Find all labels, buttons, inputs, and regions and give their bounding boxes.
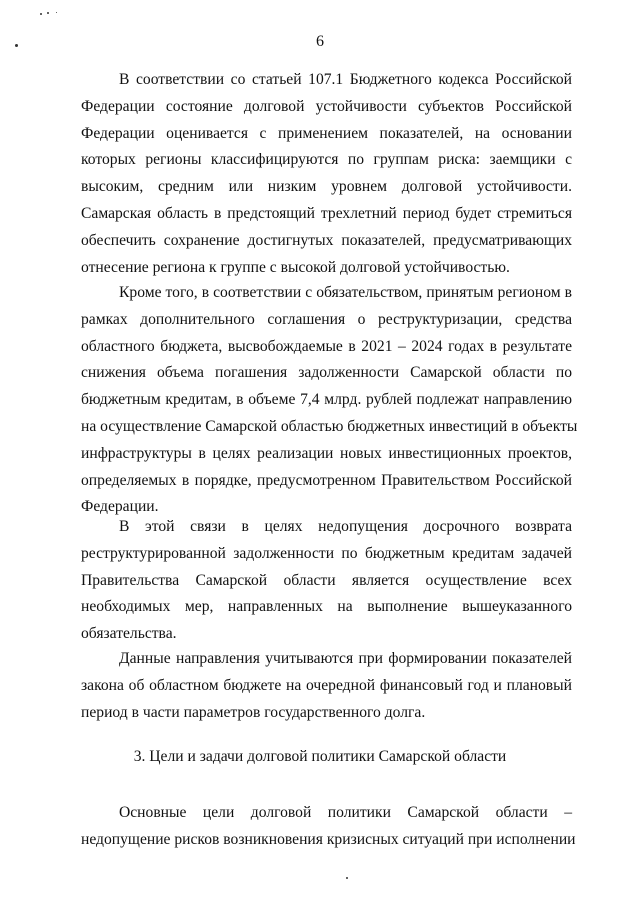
paragraph-line: снижения объема погашения задолженности Самарской области по: [81, 364, 572, 382]
paragraph-line: необходимых мер, направленных на выполнение вышеуказанного: [81, 598, 572, 616]
scan-speck: [47, 12, 49, 14]
paragraph-5: [81, 800, 576, 854]
paragraph-line: инфраструктуры в целях реализации новых инвестиционных проектов,: [81, 444, 572, 462]
paragraph-line: обеспечить сохранение достигнутых показателей, предусматривающих: [81, 231, 572, 249]
paragraph-2: [81, 280, 578, 521]
paragraph-line: Данные направления учитываются при формировании показателей: [119, 650, 572, 667]
paragraph-1: [81, 67, 572, 281]
paragraph-line: рамках дополнительного соглашения о реструктуризации, средства: [81, 310, 572, 328]
scan-speck: [56, 12, 57, 13]
paragraph-line: обязательства.: [81, 625, 177, 643]
paragraph-line: Основные цели долговой политики Самарской области –: [119, 804, 572, 821]
scan-speck: [346, 877, 348, 879]
paragraph-line: В соответствии со статьей 107.1 Бюджетного кодекса Российской: [119, 71, 572, 88]
paragraph-line: Федерации состояние долговой устойчивости субъектов Российской: [81, 97, 572, 115]
page-number: 6: [316, 33, 324, 50]
section-heading: 3. Цели и задачи долговой политики Самарской области: [133, 748, 507, 765]
paragraph-line: определяемых в порядке, предусмотренном Правительством Российской: [81, 471, 572, 489]
paragraph-line: на осуществление Самарской областью бюджетных инвестиций в объекты: [81, 417, 578, 435]
paragraph-3: [81, 514, 572, 648]
paragraph-line: которых регионы классифицируются по группам риска: заемщики с: [81, 151, 572, 169]
paragraph-line: Федерации.: [81, 498, 159, 516]
paragraph-line: высоким, средним или низким уровнем долговой устойчивости.: [81, 178, 572, 196]
paragraph-line: Федерации оценивается с применением показателей, на основании: [81, 124, 572, 142]
paragraph-line: В этой связи в целях недопущения досрочного возврата: [119, 518, 572, 535]
paragraph-line: Самарская область в предстоящий трехлетний период будет стремиться: [81, 204, 572, 222]
paragraph-line: период в части параметров государственного долга.: [81, 703, 426, 721]
paragraph-line: областного бюджета, высвобождаемые в 2021 – 2024 годах в результате: [81, 337, 572, 355]
paragraph-line: отнесение региона к группе с высокой долговой устойчивостью.: [81, 258, 510, 276]
paragraph-line: реструктурированной задолженности по бюджетным кредитам задачей: [81, 544, 572, 562]
paragraph-4: [81, 646, 572, 726]
paragraph-line: недопущение рисков возникновения кризисных ситуаций при исполнении: [81, 830, 576, 848]
paragraph-line: Правительства Самарской области является осуществление всех: [81, 571, 572, 589]
scan-speck: [40, 13, 42, 15]
paragraph-line: Кроме того, в соответствии с обязательством, принятым регионом в: [119, 284, 572, 301]
paragraph-line: закона об областном бюджете на очередной финансовый год и плановый: [81, 676, 572, 694]
paragraph-line: бюджетным кредитам, в объеме 7,4 млрд. рублей подлежат направлению: [81, 391, 572, 409]
